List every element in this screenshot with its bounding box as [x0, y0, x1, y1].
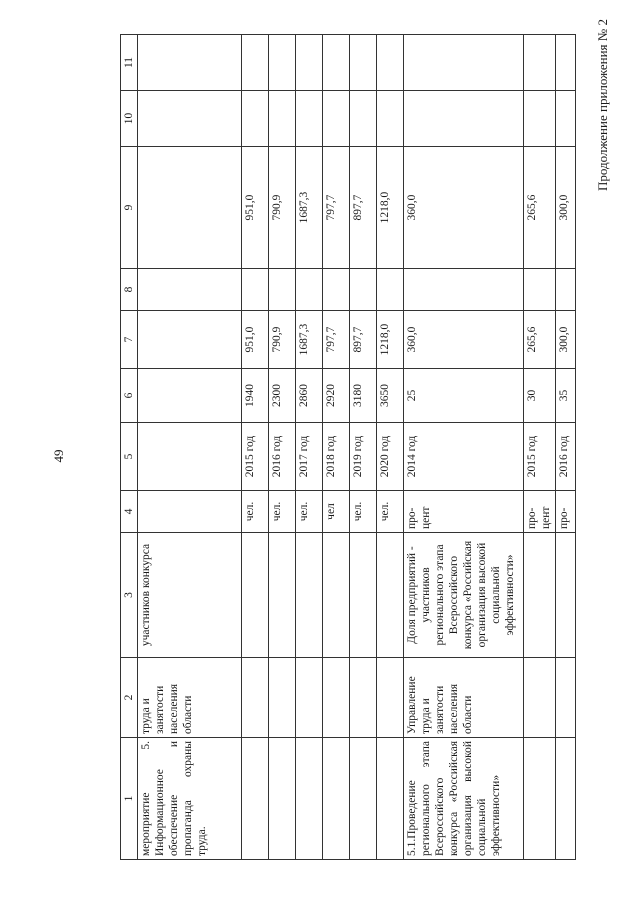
activity-cell — [242, 738, 269, 860]
program-table — [120, 34, 576, 860]
federal-cell — [404, 269, 524, 311]
unit-cell: чел. — [296, 491, 323, 533]
federal-cell — [138, 269, 242, 311]
value-cell: 30 — [524, 369, 556, 423]
other-cell — [138, 35, 242, 91]
table-row — [350, 35, 377, 860]
activity-cell — [323, 738, 350, 860]
unit-cell: про-цент — [404, 491, 524, 533]
other-cell — [524, 35, 556, 91]
total-cell: 360,0 — [404, 311, 524, 369]
unit-cell: чел. — [242, 491, 269, 533]
unit-cell: чел. — [269, 491, 296, 533]
executor-cell — [377, 658, 404, 738]
activity-cell — [377, 738, 404, 860]
local-cell — [524, 91, 556, 147]
appendix-continuation-note: Продолжение приложения № 2 — [595, 19, 610, 191]
indicator-cell — [556, 533, 576, 658]
federal-cell — [242, 269, 269, 311]
activity-cell — [296, 738, 323, 860]
total-cell: 300,0 — [556, 311, 576, 369]
regional-cell: 265,6 — [524, 147, 556, 269]
federal-cell — [269, 269, 296, 311]
regional-cell: 797,7 — [323, 147, 350, 269]
local-cell — [556, 91, 576, 147]
total-cell — [138, 311, 242, 369]
other-cell — [404, 35, 524, 91]
column-header-11: 11 — [121, 35, 138, 91]
column-header-2: 2 — [121, 658, 138, 738]
local-cell — [377, 91, 404, 147]
table-row — [556, 35, 576, 860]
other-cell — [296, 35, 323, 91]
value-cell: 2920 — [323, 369, 350, 423]
year-cell: 2018 год — [323, 423, 350, 491]
column-header-8: 8 — [121, 269, 138, 311]
regional-cell: 360,0 — [404, 147, 524, 269]
local-cell — [323, 91, 350, 147]
table-row — [269, 35, 296, 860]
table-row — [138, 35, 242, 860]
indicator-cell — [350, 533, 377, 658]
activity-cell: мероприятие 5. Информационное обеспечение и пропаганда охраны труда. — [138, 738, 242, 860]
table-row — [296, 35, 323, 860]
federal-cell — [296, 269, 323, 311]
executor-cell — [556, 658, 576, 738]
total-cell: 1218,0 — [377, 311, 404, 369]
table-row — [323, 35, 350, 860]
page-number: 49 — [51, 449, 66, 463]
value-cell: 3180 — [350, 369, 377, 423]
year-cell: 2019 год — [350, 423, 377, 491]
federal-cell — [350, 269, 377, 311]
column-header-10: 10 — [121, 91, 138, 147]
unit-cell: чел. — [377, 491, 404, 533]
executor-cell — [350, 658, 377, 738]
regional-cell: 1218,0 — [377, 147, 404, 269]
federal-cell — [377, 269, 404, 311]
regional-cell: 951,0 — [242, 147, 269, 269]
column-header-7: 7 — [121, 311, 138, 369]
unit-cell: чел — [323, 491, 350, 533]
year-cell: 2016 год — [269, 423, 296, 491]
other-cell — [269, 35, 296, 91]
total-cell: 951,0 — [242, 311, 269, 369]
regional-cell: 897,7 — [350, 147, 377, 269]
value-cell: 3650 — [377, 369, 404, 423]
executor-cell — [242, 658, 269, 738]
table-row — [524, 35, 556, 860]
activity-cell — [556, 738, 576, 860]
federal-cell — [323, 269, 350, 311]
indicator-cell — [296, 533, 323, 658]
other-cell — [377, 35, 404, 91]
table-row — [404, 35, 524, 860]
value-cell: 35 — [556, 369, 576, 423]
column-header-4: 4 — [121, 491, 138, 533]
other-cell — [350, 35, 377, 91]
executor-cell: труда и занятости населения области — [138, 658, 242, 738]
local-cell — [350, 91, 377, 147]
value-cell: 25 — [404, 369, 524, 423]
table-row — [377, 35, 404, 860]
local-cell — [138, 91, 242, 147]
column-header-1: 1 — [121, 738, 138, 860]
unit-cell — [138, 491, 242, 533]
regional-cell: 300,0 — [556, 147, 576, 269]
executor-cell — [524, 658, 556, 738]
year-cell: 2014 год — [404, 423, 524, 491]
column-header-5: 5 — [121, 423, 138, 491]
value-cell: 1940 — [242, 369, 269, 423]
executor-cell — [269, 658, 296, 738]
activity-cell: 5.1.Проведение регионального этапа Всероссийского конкурса «Российская организация высокой социальной эффективности» — [404, 738, 524, 860]
federal-cell — [524, 269, 556, 311]
column-header-3: 3 — [121, 533, 138, 658]
column-number-row — [121, 35, 138, 860]
year-cell: 2017 год — [296, 423, 323, 491]
indicator-cell — [524, 533, 556, 658]
activity-cell — [350, 738, 377, 860]
table-row — [242, 35, 269, 860]
local-cell — [296, 91, 323, 147]
regional-cell — [138, 147, 242, 269]
value-cell — [138, 369, 242, 423]
total-cell: 897,7 — [350, 311, 377, 369]
activity-cell — [269, 738, 296, 860]
other-cell — [556, 35, 576, 91]
regional-cell: 790,9 — [269, 147, 296, 269]
rotated-table-container — [120, 35, 600, 860]
year-cell — [138, 423, 242, 491]
indicator-cell — [377, 533, 404, 658]
value-cell: 2300 — [269, 369, 296, 423]
total-cell: 790,9 — [269, 311, 296, 369]
other-cell — [242, 35, 269, 91]
activity-cell — [524, 738, 556, 860]
total-cell: 797,7 — [323, 311, 350, 369]
column-header-9: 9 — [121, 147, 138, 269]
regional-cell: 1687,3 — [296, 147, 323, 269]
executor-cell — [323, 658, 350, 738]
indicator-cell — [323, 533, 350, 658]
indicator-cell — [269, 533, 296, 658]
indicator-cell — [242, 533, 269, 658]
column-header-6: 6 — [121, 369, 138, 423]
other-cell — [323, 35, 350, 91]
indicator-cell: участников конкурса — [138, 533, 242, 658]
year-cell: 2015 год — [242, 423, 269, 491]
value-cell: 2860 — [296, 369, 323, 423]
unit-cell: про-цент — [524, 491, 556, 533]
federal-cell — [556, 269, 576, 311]
total-cell: 1687,3 — [296, 311, 323, 369]
year-cell: 2016 год — [556, 423, 576, 491]
year-cell: 2020 год — [377, 423, 404, 491]
year-cell: 2015 год — [524, 423, 556, 491]
executor-cell: Управление труда и занятости населения области — [404, 658, 524, 738]
local-cell — [242, 91, 269, 147]
unit-cell: про- — [556, 491, 576, 533]
indicator-cell: Доля предприятий - участников регионального этапа Всероссийского конкурса «Российская организация высокой социальной эффективности» — [404, 533, 524, 658]
unit-cell: чел. — [350, 491, 377, 533]
local-cell — [404, 91, 524, 147]
total-cell: 265,6 — [524, 311, 556, 369]
executor-cell — [296, 658, 323, 738]
local-cell — [269, 91, 296, 147]
